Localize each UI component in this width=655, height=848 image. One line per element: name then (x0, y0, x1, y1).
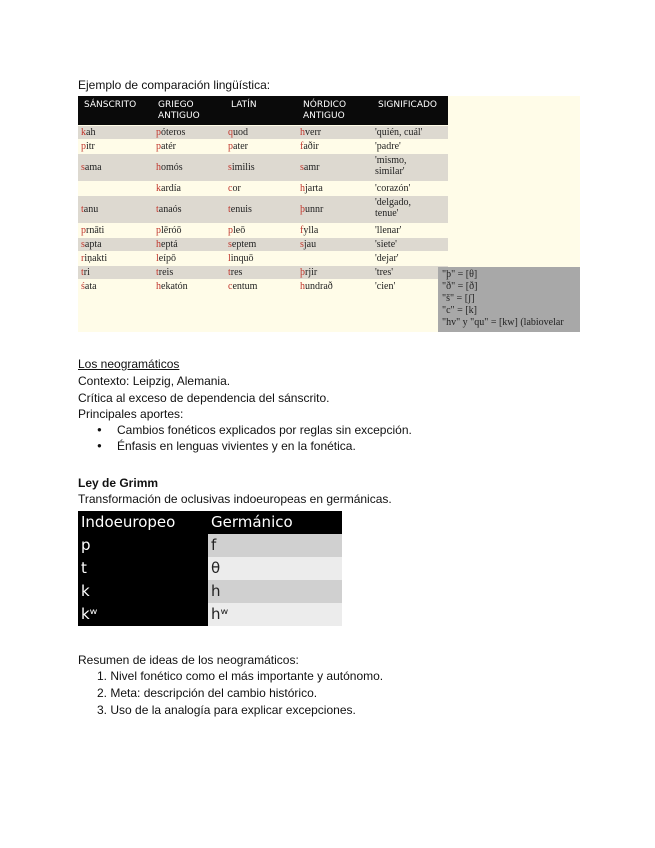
comparison-cell: hundrað (300, 281, 333, 292)
comparison-cell: tri (81, 267, 90, 278)
grimm-indo-cell: k (78, 580, 208, 603)
grimm-description: Transformación de oclusivas indoeuropeas en germánicas. (78, 492, 392, 506)
comparison-cell: centum (228, 281, 258, 292)
grimm-germanic-cell: θ (208, 557, 342, 580)
note-line: "þ" = [θ] (442, 269, 478, 280)
comparison-cell: 'dejar' (375, 253, 399, 264)
comparison-cell: kardía (156, 183, 181, 194)
comparison-cell: fylla (300, 225, 319, 236)
comparison-cell: pleō (228, 225, 246, 236)
comparison-row (78, 126, 448, 139)
comparison-cell: samr (300, 162, 320, 173)
comparison-cell: hekatón (156, 281, 188, 292)
comparison-cell: faðir (300, 141, 319, 152)
summary-heading: Resumen de ideas de los neogramáticos: (78, 653, 299, 667)
grimm-germanic-cell: f (208, 534, 342, 557)
comparison-cell: kah (81, 127, 96, 138)
note-line: "hv" y "qu" = [kw] (labiovelar (442, 317, 564, 328)
comparison-cell: tenuis (228, 204, 252, 215)
grimm-row (78, 534, 342, 557)
comparison-row (78, 224, 448, 237)
comparison-cell: homós (156, 162, 183, 173)
grimm-table (78, 511, 342, 626)
grimm-row (78, 557, 342, 580)
comparison-cell: riņakti (81, 253, 108, 264)
comparison-cell: sjau (300, 239, 317, 250)
comparison-row (78, 266, 448, 279)
comparison-cell: póteros (156, 127, 186, 138)
list-item: ● Cambios fonéticos explicados por reglas sin excepción. (97, 422, 412, 438)
comparison-cell: cor (228, 183, 241, 194)
grimm-row (78, 603, 342, 626)
comparison-row (78, 182, 448, 195)
comparison-row (78, 238, 448, 251)
header-latin: LATÍN (231, 100, 257, 110)
comparison-cell: leípō (156, 253, 176, 264)
phonetic-note-box (438, 267, 580, 332)
comparison-row (78, 140, 448, 153)
comparison-cell: treis (156, 267, 174, 278)
comparison-cell: 'quién, cuál' (375, 127, 423, 138)
comparison-cell: pitr (81, 141, 95, 152)
grimm-header-indo: Indoeuropeo (78, 511, 208, 534)
comparison-intro: Ejemplo de comparación lingüística: (78, 78, 271, 92)
comparison-cell: linquō (228, 253, 254, 264)
grimm-indo-cell: p (78, 534, 208, 557)
grimm-indo-cell: t (78, 557, 208, 580)
comparison-cell: 'cien' (375, 281, 396, 292)
comparison-cell: tres (228, 267, 243, 278)
grimm-header-row (78, 511, 342, 534)
summary-list (97, 668, 383, 719)
contributions-label: Principales aportes: (78, 407, 184, 421)
comparison-cell: 'corazón' (375, 183, 411, 194)
comparison-cell: hverr (300, 127, 322, 138)
comparison-cell: 'padre' (375, 141, 401, 152)
comparison-cell: sama (81, 162, 102, 173)
comparison-cell: 'mismo, similar' (375, 155, 407, 177)
header-sanskrit: SÁNSCRITO (84, 100, 137, 110)
list-item: 3. Uso de la analogía para explicar excepciones. (97, 703, 356, 717)
comparison-header (78, 96, 448, 125)
comparison-cell: śata (81, 281, 97, 292)
comparison-cell: heptá (156, 239, 178, 250)
comparison-cell: patér (156, 141, 176, 152)
critique-line: Crítica al exceso de dependencia del sánscrito. (78, 391, 330, 405)
note-line: "š" = [ʃ] (442, 293, 475, 304)
list-item: 2. Meta: descripción del cambio histórico. (97, 686, 318, 700)
comparison-cell: plēróō (156, 225, 182, 236)
comparison-cell: tanaós (156, 204, 182, 215)
comparison-table (78, 96, 580, 332)
grimm-indo-cell: kʷ (78, 603, 208, 626)
note-line: "ð" = [ð] (442, 281, 478, 292)
header-greek: GRIEGO ANTIGUO (158, 100, 200, 121)
comparison-cell: 'llenar' (375, 225, 402, 236)
comparison-cell: quod (228, 127, 248, 138)
comparison-cell: 'delgado, tenue' (375, 197, 411, 219)
header-norse: NÓRDICO ANTIGUO (303, 100, 347, 121)
list-item: 1. Nivel fonético como el más importante y autónomo. (97, 669, 384, 683)
comparison-row (78, 154, 448, 181)
neogrammarians-heading: Los neogramáticos (78, 357, 180, 371)
grimm-germanic-cell: h (208, 580, 342, 603)
comparison-cell: tanu (81, 204, 99, 215)
comparison-cell: sapta (81, 239, 102, 250)
comparison-cell: similis (228, 162, 255, 173)
list-item: ● Énfasis en lenguas vivientes y en la fonética. (97, 438, 412, 454)
comparison-cell: prnāti (81, 225, 105, 236)
comparison-cell: 'tres' (375, 267, 394, 278)
comparison-cell: pater (228, 141, 248, 152)
context-line: Contexto: Leipzig, Alemania. (78, 374, 231, 388)
comparison-cell: þunnr (300, 204, 324, 215)
comparison-row (78, 280, 448, 293)
header-meaning: SIGNIFICADO (378, 100, 438, 110)
note-line: "c" = [k] (442, 305, 477, 316)
contributions-list (97, 422, 412, 454)
grimm-header-germanic: Germánico (208, 511, 342, 534)
grimm-row (78, 580, 342, 603)
comparison-cell: 'siete' (375, 239, 397, 250)
comparison-cell: þrjir (300, 267, 318, 278)
comparison-cell: hjarta (300, 183, 323, 194)
comparison-row (78, 196, 448, 223)
comparison-row (78, 252, 448, 265)
grimm-heading: Ley de Grimm (78, 476, 159, 490)
grimm-germanic-cell: hʷ (208, 603, 342, 626)
comparison-cell: septem (228, 239, 257, 250)
